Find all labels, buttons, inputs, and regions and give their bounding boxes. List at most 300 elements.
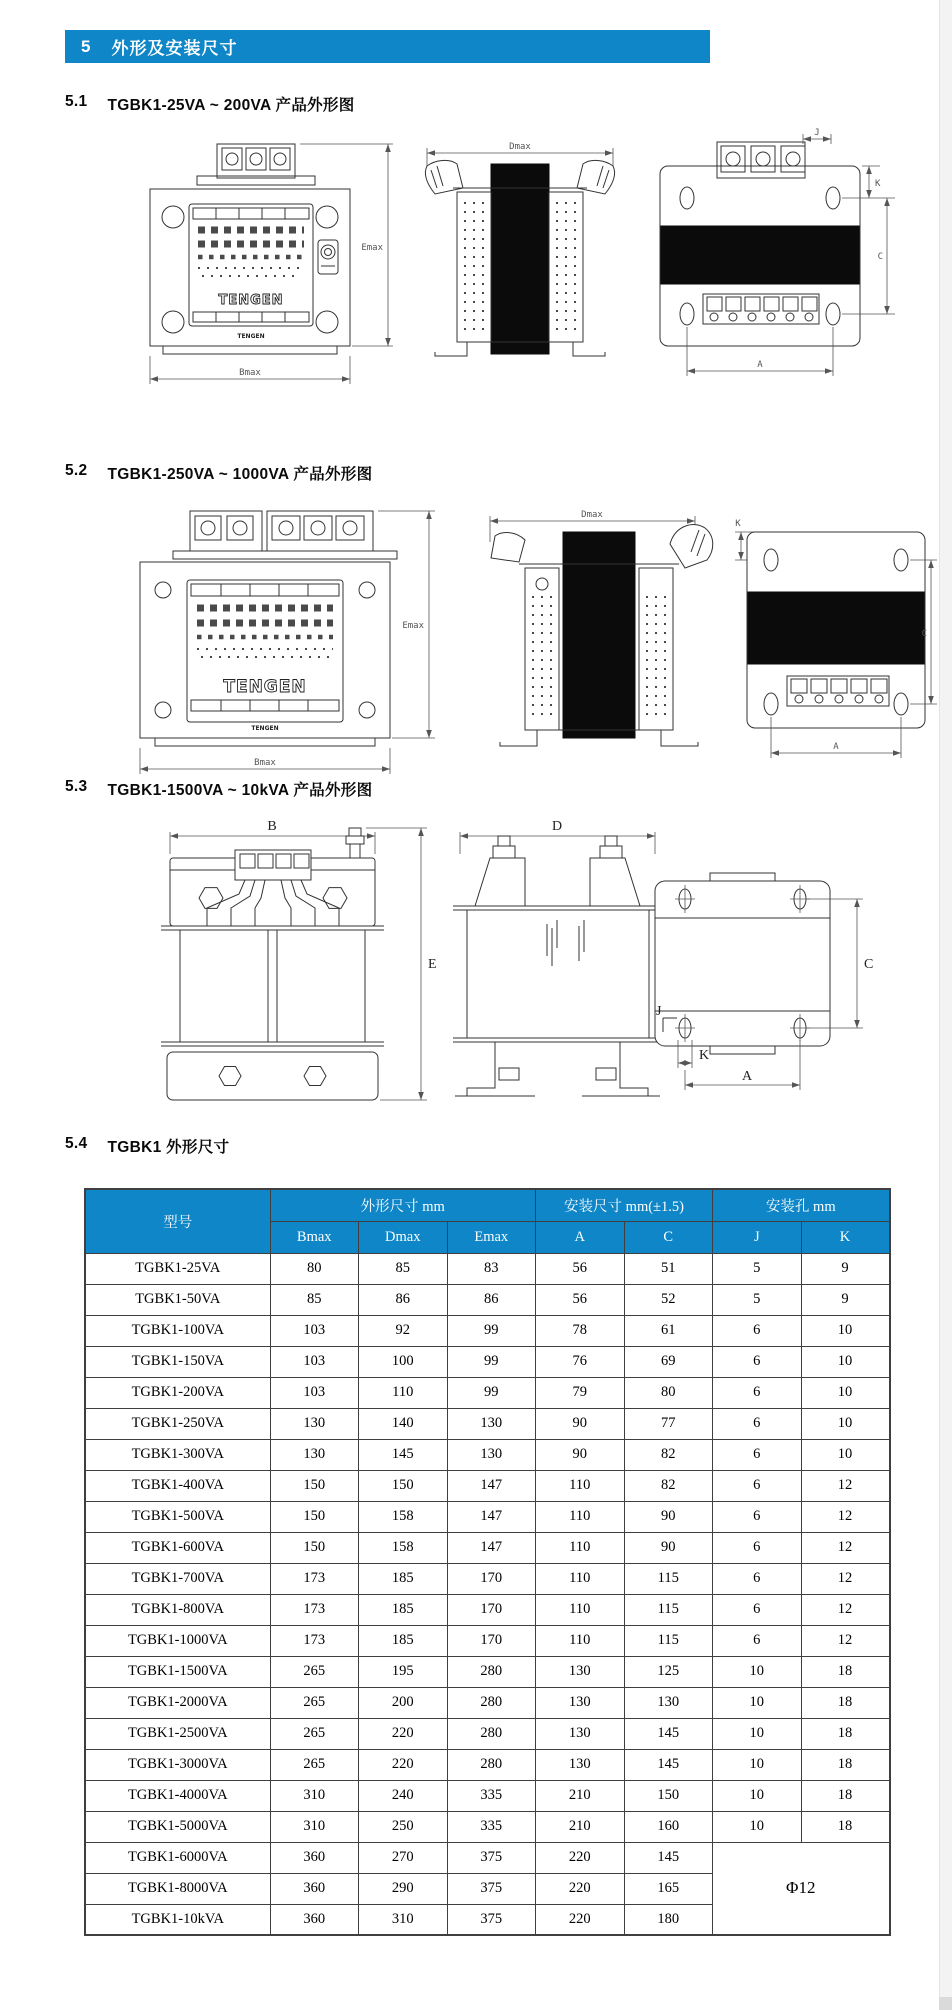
value-cell: 150	[270, 1501, 359, 1532]
dim-label-emax: Emax	[402, 621, 424, 631]
value-cell: 130	[447, 1439, 536, 1470]
model-cell: TGBK1-3000VA	[85, 1749, 270, 1780]
col-header-bmax: Bmax	[270, 1221, 359, 1253]
value-cell: 10	[713, 1780, 802, 1811]
dim-label-e: E	[428, 957, 437, 972]
dim-label-dmax: Dmax	[509, 142, 531, 152]
value-cell: 9	[801, 1284, 890, 1315]
value-cell: 145	[624, 1718, 713, 1749]
dim-arrow	[140, 766, 148, 772]
value-cell: 6	[713, 1532, 802, 1563]
value-cell: 130	[270, 1439, 359, 1470]
value-cell: 310	[359, 1904, 448, 1935]
chapter-title: 外形及安装尺寸	[111, 39, 238, 58]
value-cell: 6	[713, 1501, 802, 1532]
model-cell: TGBK1-700VA	[85, 1563, 270, 1594]
model-cell: TGBK1-800VA	[85, 1594, 270, 1625]
dim-arrow	[685, 1082, 693, 1088]
value-cell: 12	[801, 1625, 890, 1656]
dim-label-d: D	[551, 819, 563, 834]
table-row	[85, 1470, 890, 1501]
value-cell: 51	[624, 1253, 713, 1284]
model-cell: TGBK1-400VA	[85, 1470, 270, 1501]
value-cell: 147	[447, 1470, 536, 1501]
table-row	[85, 1563, 890, 1594]
section-title: TGBK1-25VA ~ 200VA 产品外形图	[107, 97, 355, 114]
value-cell: 130	[270, 1408, 359, 1439]
value-cell: 110	[536, 1563, 625, 1594]
value-cell: 115	[624, 1594, 713, 1625]
scrollbar-corner	[939, 1997, 952, 2010]
value-cell: 200	[359, 1687, 448, 1718]
model-cell: TGBK1-600VA	[85, 1532, 270, 1563]
value-cell: 147	[447, 1501, 536, 1532]
table-row	[85, 1780, 890, 1811]
value-cell: 110	[536, 1532, 625, 1563]
value-cell: 265	[270, 1687, 359, 1718]
value-cell: 6	[713, 1408, 802, 1439]
value-cell: 78	[536, 1315, 625, 1346]
value-cell: 220	[536, 1873, 625, 1904]
col-header-emax: Emax	[447, 1221, 536, 1253]
value-cell: 185	[359, 1563, 448, 1594]
chapter-number: 5	[81, 36, 92, 56]
table-row	[85, 1346, 890, 1377]
value-cell: 375	[447, 1873, 536, 1904]
value-cell: 265	[270, 1656, 359, 1687]
dimension-table-body	[85, 1253, 890, 1935]
value-cell: 140	[359, 1408, 448, 1439]
dim-arrow	[928, 560, 934, 568]
value-cell: 99	[447, 1377, 536, 1408]
mounting-hole	[162, 206, 184, 228]
iron-core	[563, 532, 635, 738]
dim-arrow	[427, 150, 435, 156]
value-cell: 145	[624, 1842, 713, 1873]
table-row	[85, 1377, 890, 1408]
value-cell: 10	[801, 1315, 890, 1346]
value-cell: 110	[359, 1377, 448, 1408]
mounting-plate	[140, 562, 390, 738]
value-cell: 265	[270, 1718, 359, 1749]
core-band	[748, 592, 924, 664]
table-row	[85, 1439, 890, 1470]
model-cell: TGBK1-300VA	[85, 1439, 270, 1470]
value-cell: 12	[801, 1532, 890, 1563]
value-cell: 12	[801, 1501, 890, 1532]
dim-arrow	[385, 338, 391, 346]
value-cell: 110	[536, 1625, 625, 1656]
section-number: 5.1	[65, 93, 88, 110]
value-cell: 220	[359, 1718, 448, 1749]
dim-label-a: A	[833, 742, 839, 752]
value-cell: 270	[359, 1842, 448, 1873]
value-cell: 99	[447, 1346, 536, 1377]
dim-arrow	[684, 1060, 692, 1066]
dim-arrow	[418, 828, 424, 836]
dim-arrow	[738, 532, 744, 540]
value-cell: 10	[801, 1346, 890, 1377]
section-heading-5-3	[65, 778, 372, 800]
value-cell: 250	[359, 1811, 448, 1842]
value-cell: 6	[713, 1346, 802, 1377]
value-cell: 86	[359, 1284, 448, 1315]
value-cell: 170	[447, 1563, 536, 1594]
value-cell: 12	[801, 1563, 890, 1594]
section-number: 5.4	[65, 1135, 88, 1152]
dim-arrow	[825, 368, 833, 374]
value-cell: 100	[359, 1346, 448, 1377]
model-cell: TGBK1-50VA	[85, 1284, 270, 1315]
table-row	[85, 1749, 890, 1780]
group-header-install: 安装尺寸 mm(±1.5)	[536, 1189, 713, 1221]
value-cell: 170	[447, 1594, 536, 1625]
value-cell: 375	[447, 1842, 536, 1873]
table-row	[85, 1315, 890, 1346]
value-cell: 290	[359, 1873, 448, 1904]
model-cell: TGBK1-100VA	[85, 1315, 270, 1346]
section-heading-5-1	[65, 93, 355, 115]
value-cell: 5	[713, 1284, 802, 1315]
value-cell: 6	[713, 1563, 802, 1594]
dim-label-a: A	[741, 1069, 753, 1084]
hex-bolt	[199, 888, 223, 909]
section-number: 5.2	[65, 462, 88, 479]
model-cell: TGBK1-5000VA	[85, 1811, 270, 1842]
value-cell: 18	[801, 1687, 890, 1718]
value-cell: 18	[801, 1811, 890, 1842]
dim-arrow	[854, 899, 860, 907]
dim-arrow	[170, 833, 178, 839]
value-cell: 240	[359, 1780, 448, 1811]
side-view	[425, 142, 614, 356]
dim-label-b: B	[267, 819, 277, 834]
value-cell: 80	[624, 1377, 713, 1408]
brand-mark: TENGEN	[251, 725, 279, 732]
value-cell: 10	[801, 1408, 890, 1439]
value-cell: 103	[270, 1346, 359, 1377]
value-cell: 92	[359, 1315, 448, 1346]
value-cell: 6	[713, 1470, 802, 1501]
dim-label-j: J	[814, 128, 820, 138]
col-header-model: 型号	[85, 1189, 270, 1253]
col-header-dmax: Dmax	[359, 1221, 448, 1253]
section-title: TGBK1-1500VA ~ 10kVA 产品外形图	[107, 782, 373, 799]
value-cell: 80	[270, 1253, 359, 1284]
model-cell: TGBK1-200VA	[85, 1377, 270, 1408]
value-cell: 69	[624, 1346, 713, 1377]
value-cell: 335	[447, 1780, 536, 1811]
value-cell: 10	[713, 1656, 802, 1687]
value-cell: 10	[713, 1811, 802, 1842]
section-heading-5-2	[65, 462, 372, 484]
table-row	[85, 1811, 890, 1842]
value-cell: 90	[624, 1501, 713, 1532]
table-row	[85, 1718, 890, 1749]
dim-label-bmax: Bmax	[254, 758, 276, 768]
value-cell: 6	[713, 1594, 802, 1625]
dim-arrow	[884, 198, 890, 206]
value-cell: 160	[624, 1811, 713, 1842]
value-cell: 265	[270, 1749, 359, 1780]
value-cell: 280	[447, 1749, 536, 1780]
value-cell: 110	[536, 1501, 625, 1532]
value-cell: 130	[536, 1687, 625, 1718]
dim-arrow	[771, 750, 779, 756]
value-cell: 90	[536, 1408, 625, 1439]
value-cell: 310	[270, 1811, 359, 1842]
value-cell: 360	[270, 1842, 359, 1873]
scrollbar-track[interactable]	[939, 0, 952, 2010]
front-view	[161, 819, 437, 1100]
value-cell: 180	[624, 1904, 713, 1935]
base	[167, 1052, 378, 1100]
value-cell: 12	[801, 1470, 890, 1501]
dim-arrow	[893, 750, 901, 756]
model-cell: TGBK1-1500VA	[85, 1656, 270, 1687]
value-cell: 6	[713, 1315, 802, 1346]
table-row	[85, 1532, 890, 1563]
value-cell: 18	[801, 1656, 890, 1687]
dim-arrow	[342, 376, 350, 382]
front-view	[150, 144, 393, 384]
value-cell: 83	[447, 1253, 536, 1284]
value-cell: 130	[447, 1408, 536, 1439]
dim-label-bmax: Bmax	[239, 368, 261, 378]
model-cell: TGBK1-250VA	[85, 1408, 270, 1439]
dim-arrow	[803, 136, 811, 142]
value-cell: 12	[801, 1594, 890, 1625]
dim-label-k: K	[875, 179, 881, 189]
value-cell: 280	[447, 1718, 536, 1749]
value-cell: 360	[270, 1873, 359, 1904]
value-cell: 147	[447, 1532, 536, 1563]
value-cell: 173	[270, 1625, 359, 1656]
value-cell: 103	[270, 1377, 359, 1408]
value-cell: 56	[536, 1284, 625, 1315]
col-header-k: K	[801, 1221, 890, 1253]
value-cell: 145	[359, 1439, 448, 1470]
footprint-view	[655, 873, 873, 1090]
model-cell: TGBK1-150VA	[85, 1346, 270, 1377]
terminal-block	[217, 144, 295, 178]
dimension-table	[84, 1188, 891, 1936]
model-cell: TGBK1-8000VA	[85, 1873, 270, 1904]
value-cell: 173	[270, 1594, 359, 1625]
back-view	[660, 128, 895, 376]
value-cell: 130	[536, 1749, 625, 1780]
dim-label-c: C	[921, 629, 927, 639]
section-number: 5.3	[65, 778, 88, 795]
dim-label-a: A	[757, 360, 763, 370]
dim-label-k: K	[699, 1048, 710, 1063]
value-cell: 18	[801, 1718, 890, 1749]
brand-logo: TENGEN	[223, 677, 307, 697]
front-view	[140, 511, 435, 774]
value-cell: 79	[536, 1377, 625, 1408]
value-cell: 165	[624, 1873, 713, 1904]
value-cell: 310	[270, 1780, 359, 1811]
dim-arrow	[385, 144, 391, 152]
value-cell: 170	[447, 1625, 536, 1656]
core-band	[661, 226, 859, 284]
perforated-cover	[187, 580, 343, 722]
value-cell: 10	[713, 1749, 802, 1780]
value-cell: 220	[536, 1904, 625, 1935]
value-cell: 280	[447, 1687, 536, 1718]
model-cell: TGBK1-2500VA	[85, 1718, 270, 1749]
dim-arrow	[647, 833, 655, 839]
dim-arrow	[490, 518, 498, 524]
value-cell: 125	[624, 1656, 713, 1687]
value-cell: 210	[536, 1811, 625, 1842]
value-cell: 10	[801, 1439, 890, 1470]
table-row	[85, 1687, 890, 1718]
value-cell: 77	[624, 1408, 713, 1439]
dim-label-k: K	[735, 519, 741, 529]
dim-label-j: J	[656, 1004, 662, 1019]
model-cell: TGBK1-1000VA	[85, 1625, 270, 1656]
value-cell: 18	[801, 1780, 890, 1811]
dim-arrow	[418, 1092, 424, 1100]
dim-label-c: C	[877, 252, 883, 262]
table-row	[85, 1284, 890, 1315]
value-cell: 210	[536, 1780, 625, 1811]
dim-arrow	[866, 190, 872, 198]
model-cell: TGBK1-25VA	[85, 1253, 270, 1284]
value-cell: 360	[270, 1904, 359, 1935]
value-cell: 76	[536, 1346, 625, 1377]
value-cell: 10	[713, 1718, 802, 1749]
dim-arrow	[884, 306, 890, 314]
value-cell: 115	[624, 1625, 713, 1656]
value-cell: 82	[624, 1439, 713, 1470]
value-cell: 280	[447, 1656, 536, 1687]
value-cell: 86	[447, 1284, 536, 1315]
value-cell: 130	[536, 1718, 625, 1749]
merged-hole-cell: Φ12	[713, 1842, 890, 1935]
table-row	[85, 1594, 890, 1625]
coil	[180, 930, 268, 1042]
value-cell: 150	[270, 1532, 359, 1563]
section-title: TGBK1-250VA ~ 1000VA 产品外形图	[107, 466, 373, 483]
iron-core	[491, 164, 549, 354]
value-cell: 335	[447, 1811, 536, 1842]
top-bracket	[475, 858, 525, 906]
value-cell: 220	[536, 1842, 625, 1873]
col-header-j: J	[713, 1221, 802, 1253]
value-cell: 130	[536, 1656, 625, 1687]
mounting-plate	[655, 881, 830, 1046]
dim-label-emax: Emax	[361, 243, 383, 253]
value-cell: 90	[536, 1439, 625, 1470]
dim-arrow	[367, 833, 375, 839]
dim-arrow	[866, 166, 872, 174]
dim-arrow	[687, 518, 695, 524]
value-cell: 61	[624, 1315, 713, 1346]
figure-outline-250-1000va	[95, 496, 940, 778]
group-header-hole: 安装孔 mm	[713, 1189, 890, 1221]
dim-arrow	[460, 833, 468, 839]
value-cell: 185	[359, 1625, 448, 1656]
value-cell: 6	[713, 1625, 802, 1656]
model-cell: TGBK1-2000VA	[85, 1687, 270, 1718]
table-row	[85, 1253, 890, 1284]
model-cell: TGBK1-500VA	[85, 1501, 270, 1532]
col-header-c: C	[624, 1221, 713, 1253]
dim-arrow	[823, 136, 831, 142]
value-cell: 56	[536, 1253, 625, 1284]
dim-arrow	[426, 730, 432, 738]
dim-arrow	[687, 368, 695, 374]
table-header	[85, 1189, 890, 1253]
group-header-outline: 外形尺寸 mm	[270, 1189, 536, 1221]
mounting-ear	[491, 533, 525, 562]
figure-outline-1500va-10kva	[95, 806, 895, 1106]
side-view	[453, 819, 663, 1096]
value-cell: 82	[624, 1470, 713, 1501]
table-row	[85, 1842, 890, 1873]
value-cell: 158	[359, 1501, 448, 1532]
dim-arrow	[928, 696, 934, 704]
dim-arrow	[854, 1020, 860, 1028]
model-cell: TGBK1-10kVA	[85, 1904, 270, 1935]
value-cell: 110	[536, 1470, 625, 1501]
value-cell: 145	[624, 1749, 713, 1780]
figure-outline-25-200va	[105, 126, 895, 404]
value-cell: 6	[713, 1377, 802, 1408]
mounting-ear	[425, 160, 463, 194]
side-view	[490, 510, 713, 746]
dim-arrow	[382, 766, 390, 772]
brand-mark: TENGEN	[237, 333, 265, 340]
chapter-banner	[65, 30, 710, 63]
dim-arrow	[426, 511, 432, 519]
section-heading-5-4	[65, 1135, 229, 1157]
bottom-bracket	[467, 1042, 495, 1096]
coil	[467, 910, 649, 1038]
value-cell: 10	[713, 1687, 802, 1718]
value-cell: 9	[801, 1253, 890, 1284]
section-title: TGBK1 外形尺寸	[107, 1139, 230, 1156]
value-cell: 10	[801, 1377, 890, 1408]
value-cell: 375	[447, 1904, 536, 1935]
dim-arrow	[605, 150, 613, 156]
dim-arrow	[150, 376, 158, 382]
table-row	[85, 1625, 890, 1656]
value-cell: 85	[359, 1253, 448, 1284]
value-cell: 150	[270, 1470, 359, 1501]
value-cell: 90	[624, 1532, 713, 1563]
terminal-block	[190, 511, 262, 551]
dim-label-c: C	[864, 957, 874, 972]
table-row	[85, 1656, 890, 1687]
value-cell: 115	[624, 1563, 713, 1594]
value-cell: 85	[270, 1284, 359, 1315]
value-cell: 220	[359, 1749, 448, 1780]
value-cell: 99	[447, 1315, 536, 1346]
value-cell: 5	[713, 1253, 802, 1284]
value-cell: 130	[624, 1687, 713, 1718]
model-cell: TGBK1-6000VA	[85, 1842, 270, 1873]
value-cell: 173	[270, 1563, 359, 1594]
value-cell: 150	[359, 1470, 448, 1501]
table-row	[85, 1408, 890, 1439]
table-row	[85, 1501, 890, 1532]
value-cell: 52	[624, 1284, 713, 1315]
value-cell: 18	[801, 1749, 890, 1780]
brand-logo: TENGEN	[218, 293, 284, 308]
